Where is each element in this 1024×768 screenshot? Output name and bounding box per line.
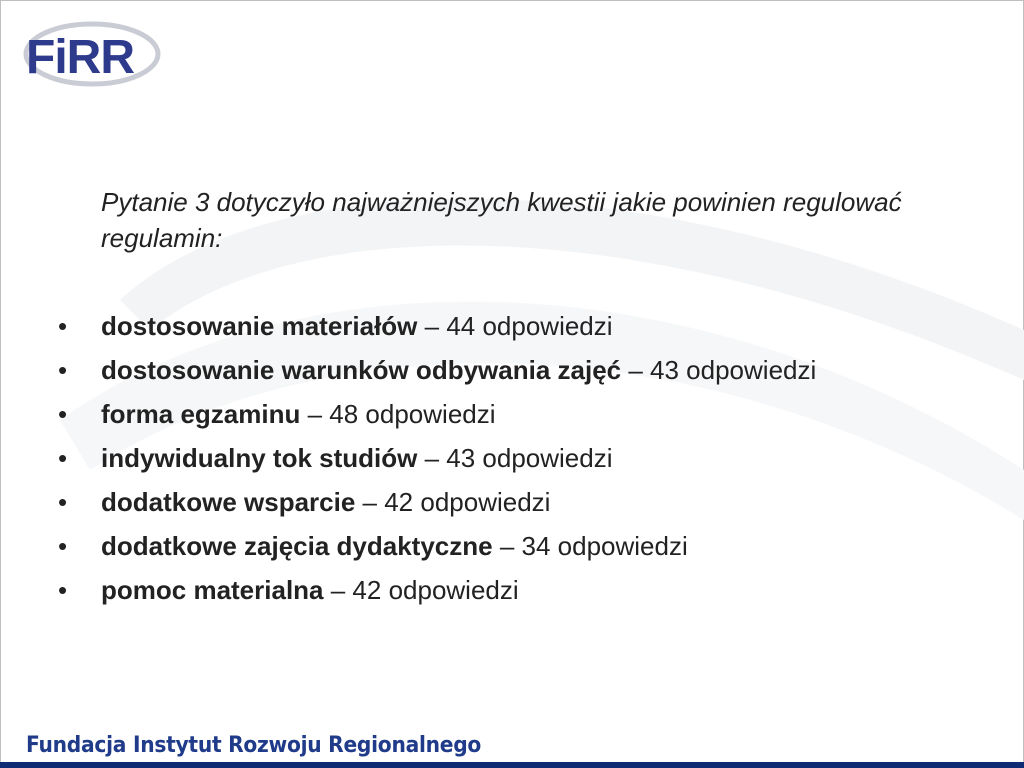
item-count: – 43 odpowiedzi [417, 443, 613, 473]
item-term: indywidualny tok studiów [101, 443, 418, 473]
bullet-icon: • [58, 355, 68, 385]
bullet-icon: • [58, 487, 68, 517]
list-item [58, 485, 918, 520]
list-item [58, 573, 918, 608]
footer-organization-name: Fundacja Instytut Rozwoju Regionalnego [26, 733, 482, 758]
item-term: dodatkowe zajęcia dydaktyczne [101, 531, 493, 561]
bullet-icon: • [58, 311, 68, 341]
item-count: – 44 odpowiedzi [417, 311, 613, 341]
item-term: forma egzaminu [101, 399, 301, 429]
item-count: – 42 odpowiedzi [323, 575, 519, 605]
item-count: – 48 odpowiedzi [300, 399, 496, 429]
bullet-icon: • [58, 531, 68, 561]
item-count: – 42 odpowiedzi [355, 487, 551, 517]
bullet-icon: • [58, 575, 68, 605]
bullet-icon: • [58, 399, 68, 429]
list-item [58, 309, 918, 344]
list-item [58, 353, 918, 388]
list-item [58, 397, 918, 432]
list-item [58, 529, 918, 564]
item-term: pomoc materialna [101, 575, 324, 605]
footer-bar [0, 762, 1024, 768]
item-count: – 34 odpowiedzi [492, 531, 688, 561]
logo-text: FiRR [26, 31, 134, 84]
item-term: dostosowanie materiałów [101, 311, 418, 341]
item-count: – 43 odpowiedzi [621, 355, 817, 385]
item-term: dostosowanie warunków odbywania zajęć [101, 355, 622, 385]
bullet-icon: • [58, 443, 68, 473]
answers-list [58, 309, 918, 617]
list-item [58, 441, 918, 476]
item-term: dodatkowe wsparcie [101, 487, 356, 517]
question-intro: Pytanie 3 dotyczyło najważniejszych kwestii jakie powinien regulować regulamin: [101, 187, 902, 253]
